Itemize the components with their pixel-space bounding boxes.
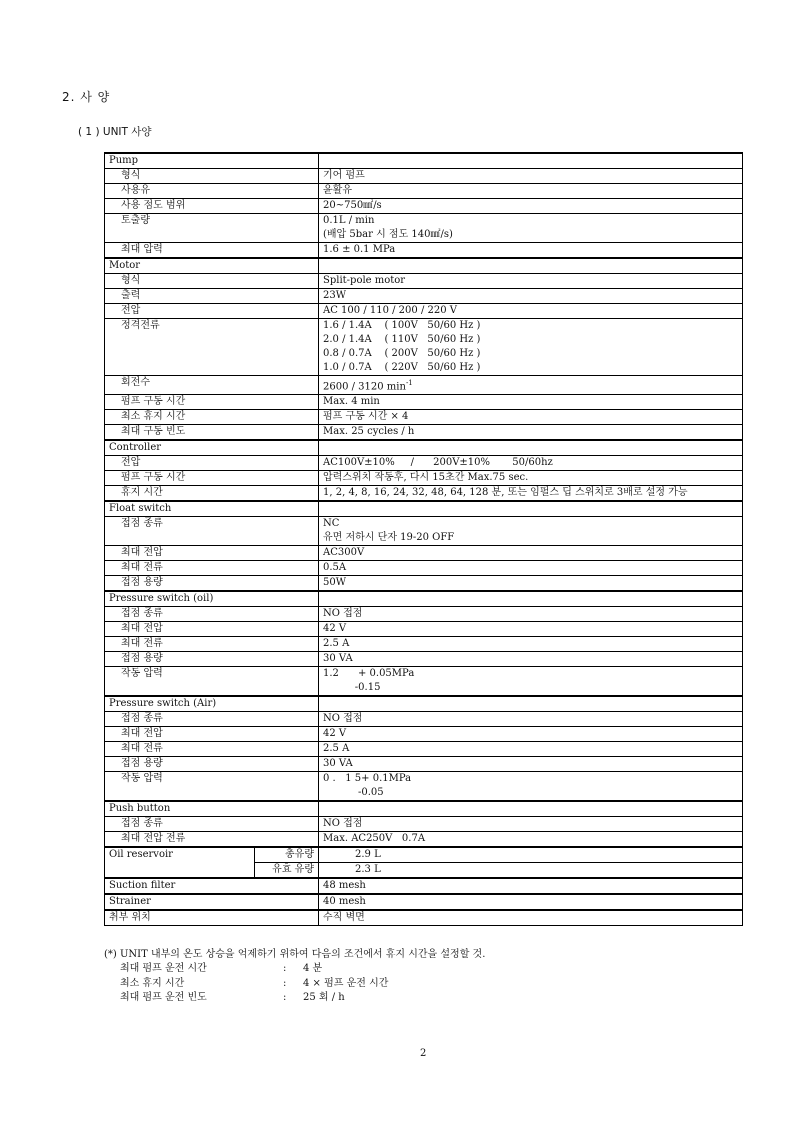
spec-label: 형식: [105, 169, 319, 184]
spec-value-text: 1.6 / 1.4A ( 100V 50/60 Hz ): [323, 320, 481, 331]
spec-value-text: 1.6 ± 0.1 MPa: [323, 244, 396, 255]
spec-row: [105, 486, 743, 502]
group-row: [105, 153, 743, 169]
spec-value-line: [323, 681, 738, 695]
reservoir-row: [105, 847, 743, 863]
group-value-empty: [319, 258, 743, 274]
spec-value-text: NC: [323, 518, 340, 530]
spec-value-line: [323, 832, 738, 846]
spec-label: 작동 압력: [105, 667, 319, 697]
spec-label: 최대 전압: [105, 727, 319, 742]
spec-value: [319, 376, 743, 395]
spec-value-line: [323, 712, 738, 726]
spec-row: [105, 712, 743, 727]
spec-label: 펌프 구동 시간: [105, 471, 319, 486]
group-label: Pump: [105, 153, 319, 169]
spec-value-text: 23W: [323, 290, 347, 301]
spec-value-text: 42 V: [323, 623, 347, 635]
spec-label: 최대 전압: [105, 546, 319, 561]
spec-value: 48 mesh: [319, 878, 743, 894]
spec-value-line: [323, 361, 738, 375]
spec-value: [319, 622, 743, 637]
spec-value: [319, 712, 743, 727]
spec-value-text: 30 VA: [323, 653, 353, 665]
spec-value: [319, 471, 743, 486]
spec-value-text: 1, 2, 4, 8, 16, 24, 32, 48, 64, 128 분, 또는 임펄스 딥 스위치로 3배로 설정 가능: [323, 487, 688, 499]
spec-label: 출력: [105, 289, 319, 304]
spec-value-line: [323, 561, 738, 575]
spec-label: 최대 전류: [105, 561, 319, 576]
group-row: [105, 696, 743, 712]
spec-value: [319, 742, 743, 757]
spec-value-text: 0.5A: [323, 562, 347, 574]
spec-row: [105, 894, 743, 910]
note-item-colon: :: [283, 963, 287, 974]
group-label: Motor: [105, 258, 319, 274]
group-label: Controller: [105, 440, 319, 456]
spec-row: [105, 817, 743, 832]
spec-value: [319, 319, 743, 376]
spec-row: [105, 289, 743, 304]
spec-value-line: [323, 304, 738, 318]
group-label: Push button: [105, 801, 319, 817]
spec-label: 접점 용량: [105, 576, 319, 592]
group-row: [105, 501, 743, 517]
spec-row: [105, 319, 743, 376]
spec-value-text: Max. AC250V 0.7A: [323, 833, 426, 845]
spec-value-text: 기어 펌프: [323, 170, 365, 181]
spec-value-text: 2.5 A: [323, 743, 350, 755]
spec-label: Strainer: [105, 894, 319, 910]
spec-row: [105, 561, 743, 576]
spec-value-text: -0.05: [323, 787, 384, 799]
spec-label: 접점 용량: [105, 757, 319, 772]
spec-value: [319, 576, 743, 592]
spec-value: [319, 289, 743, 304]
group-row: [105, 801, 743, 817]
group-value-empty: [319, 801, 743, 817]
spec-value-line: [323, 546, 738, 560]
spec-value: [319, 832, 743, 848]
spec-row: [105, 832, 743, 848]
note-item-value: 4 분: [303, 963, 323, 974]
spec-value: [319, 410, 743, 425]
spec-row: [105, 878, 743, 894]
page-number: 2: [420, 1048, 427, 1059]
reservoir-eff-value: 2.3 L: [319, 863, 743, 879]
spec-row: [105, 243, 743, 259]
spec-value: [319, 184, 743, 199]
spec-value-text: 50W: [323, 577, 347, 589]
spec-value-line: [323, 742, 738, 756]
spec-value-line: [323, 471, 738, 485]
spec-row: [105, 546, 743, 561]
spec-label: 전압: [105, 456, 319, 471]
spec-value-line: [323, 347, 738, 361]
spec-label: 사용 점도 범위: [105, 199, 319, 214]
spec-label: 전압: [105, 304, 319, 319]
spec-value-text: (배압 5bar 시 점도 140㎟/s): [323, 229, 453, 240]
spec-value-line: [323, 517, 738, 531]
spec-value-text: 0.8 / 0.7A ( 200V 50/60 Hz ): [323, 348, 481, 359]
spec-label: 최대 압력: [105, 243, 319, 259]
spec-value-line: [323, 817, 738, 831]
note-item-label: 최대 펌프 운전 빈도: [120, 992, 207, 1003]
spec-value: [319, 169, 743, 184]
spec-value-text: 0.1L / min: [323, 215, 375, 226]
note-item-value: 25 회 / h: [303, 992, 345, 1003]
spec-label: 형식: [105, 274, 319, 289]
spec-label: 회전수: [105, 376, 319, 395]
group-row: [105, 258, 743, 274]
group-row: [105, 591, 743, 607]
spec-label: 휴지 시간: [105, 486, 319, 502]
spec-row: [105, 304, 743, 319]
spec-value-line: [323, 395, 738, 409]
spec-label: 최대 전압 전류: [105, 832, 319, 848]
spec-row: [105, 757, 743, 772]
group-value-empty: [319, 440, 743, 456]
note-item-label: 최대 펌프 운전 시간: [120, 963, 207, 974]
spec-value: [319, 772, 743, 802]
spec-value-text: 42 V: [323, 728, 347, 740]
spec-row: [105, 410, 743, 425]
section-title: 2. 사 양: [62, 90, 111, 104]
note-item-colon: :: [283, 977, 287, 989]
spec-value-text: NO 접점: [323, 608, 363, 620]
spec-label: 최대 전압: [105, 622, 319, 637]
spec-value-line: [323, 727, 738, 741]
spec-value: [319, 486, 743, 502]
spec-row: [105, 637, 743, 652]
spec-label: 최소 휴지 시간: [105, 410, 319, 425]
group-label: Pressure switch (oil): [105, 591, 319, 607]
spec-value-line: [323, 456, 738, 470]
spec-label: 접점 종류: [105, 607, 319, 622]
spec-row: [105, 169, 743, 184]
spec-value-line: [323, 214, 738, 228]
spec-value-text: NO 접점: [323, 818, 363, 830]
spec-row: [105, 667, 743, 697]
group-row: [105, 440, 743, 456]
spec-value-line: [323, 199, 738, 213]
spec-row: [105, 576, 743, 592]
spec-value: [319, 214, 743, 243]
spec-row: [105, 742, 743, 757]
spec-value: [319, 667, 743, 697]
spec-value-text: 1.0 / 0.7A ( 220V 50/60 Hz ): [323, 362, 481, 373]
subsection-title: ( 1 ) UNIT 사양: [78, 126, 152, 138]
spec-value: [319, 199, 743, 214]
spec-label: 토출량: [105, 214, 319, 243]
spec-row: [105, 517, 743, 546]
spec-value-line: [323, 410, 738, 424]
spec-value: 40 mesh: [319, 894, 743, 910]
spec-value-line: [323, 333, 738, 347]
group-value-empty: [319, 696, 743, 712]
spec-value-line: [323, 772, 738, 786]
note-item-colon: :: [283, 992, 287, 1003]
spec-value: [319, 243, 743, 259]
note-item-value: 4 × 펌프 운전 시간: [303, 977, 389, 989]
spec-row: [105, 772, 743, 802]
spec-value-line: [323, 637, 738, 651]
spec-label: 최대 구동 빈도: [105, 425, 319, 441]
spec-value-line: [323, 319, 738, 333]
spec-value-line: [323, 289, 738, 303]
spec-value-text: 2600 / 3120 min: [323, 381, 406, 393]
spec-value-line: [323, 757, 738, 771]
spec-value-text: 30 VA: [323, 758, 353, 770]
spec-value: [319, 395, 743, 410]
spec-value: [319, 637, 743, 652]
spec-value-text: -0.15: [323, 682, 381, 694]
spec-value: [319, 546, 743, 561]
spec-row: [105, 214, 743, 243]
spec-value-line: [323, 243, 738, 257]
spec-label: 정격전류: [105, 319, 319, 376]
note-item-label: 최소 휴지 시간: [120, 977, 185, 989]
spec-value-text: 윤활유: [323, 185, 352, 196]
spec-value-line: [323, 576, 738, 590]
group-label: Float switch: [105, 501, 319, 517]
spec-row: [105, 607, 743, 622]
spec-row: [105, 425, 743, 441]
spec-label: 최대 전류: [105, 637, 319, 652]
spec-value-line: [323, 622, 738, 636]
group-value-empty: [319, 501, 743, 517]
spec-value-line: [323, 274, 738, 288]
spec-value: [319, 425, 743, 441]
spec-value-text: Max. 4 min: [323, 396, 380, 408]
spec-value-line: [323, 486, 738, 500]
spec-label: 취부 위치: [105, 910, 319, 926]
spec-value-text: 20~750㎟/s: [323, 200, 382, 211]
spec-row: [105, 184, 743, 199]
spec-value-line: [323, 425, 738, 439]
spec-value-line: [323, 652, 738, 666]
spec-row: [105, 910, 743, 926]
spec-value: 수직 벽면: [319, 910, 743, 926]
spec-label: 접점 종류: [105, 817, 319, 832]
spec-row: [105, 456, 743, 471]
group-value-empty: [319, 591, 743, 607]
spec-label: 펌프 구동 시간: [105, 395, 319, 410]
spec-value-text: 0 . 1 5+ 0.1MPa: [323, 773, 412, 785]
spec-value-text: 유면 저하시 단자 19-20 OFF: [323, 532, 455, 544]
spec-value-text: 1.2 + 0.05MPa: [323, 668, 415, 680]
reservoir-total-label: 총유량: [255, 847, 319, 863]
spec-value-line: [323, 376, 738, 394]
spec-value: [319, 607, 743, 622]
spec-value-line: [323, 184, 738, 198]
group-label: Pressure switch (Air): [105, 696, 319, 712]
reservoir-label: Oil reservoir: [105, 847, 255, 878]
spec-value-line: [323, 667, 738, 681]
spec-value-line: [323, 607, 738, 621]
spec-value: [319, 817, 743, 832]
unit-spec-table: [104, 152, 743, 926]
spec-value: [319, 757, 743, 772]
spec-value-text: Split-pole motor: [323, 275, 406, 286]
spec-row: [105, 274, 743, 289]
spec-label: 작동 압력: [105, 772, 319, 802]
spec-label: 접점 용량: [105, 652, 319, 667]
group-value-empty: [319, 153, 743, 169]
spec-value-text: AC100V±10% / 200V±10% 50/60hz: [323, 457, 553, 469]
spec-value: [319, 517, 743, 546]
spec-value-text: Max. 25 cycles / h: [323, 426, 415, 438]
spec-value: [319, 652, 743, 667]
spec-value: [319, 456, 743, 471]
spec-value-text: NO 접점: [323, 713, 363, 725]
spec-row: [105, 652, 743, 667]
spec-value-text: 펌프 구동 시간 × 4: [323, 411, 409, 423]
spec-value-text: AC 100 / 110 / 200 / 220 V: [323, 305, 457, 316]
spec-value: [319, 274, 743, 289]
spec-label: 사용유: [105, 184, 319, 199]
spec-value: [319, 304, 743, 319]
spec-value-text: 압력스위치 작동후, 다시 15초간 Max.75 sec.: [323, 472, 529, 484]
spec-label: 최대 전류: [105, 742, 319, 757]
spec-row: [105, 376, 743, 395]
spec-row: [105, 727, 743, 742]
spec-value-text: AC300V: [323, 547, 365, 559]
spec-label: 접점 종류: [105, 517, 319, 546]
spec-row: [105, 395, 743, 410]
spec-value-line: [323, 786, 738, 800]
spec-row: [105, 471, 743, 486]
spec-label: Suction filter: [105, 878, 319, 894]
spec-value-sup: -1: [405, 379, 413, 387]
spec-value: [319, 561, 743, 576]
reservoir-total-value: 2.9 L: [319, 847, 743, 863]
spec-value-text: 2.0 / 1.4A ( 110V 50/60 Hz ): [323, 334, 481, 345]
spec-value-line: [323, 531, 738, 545]
note-intro: (*) UNIT 내부의 온도 상승을 억제하기 위하여 다음의 조건에서 휴지 시간을 설정할 것.: [104, 949, 486, 960]
spec-value-line: [323, 169, 738, 183]
spec-row: [105, 199, 743, 214]
spec-value: [319, 727, 743, 742]
reservoir-eff-label: 유효 유량: [255, 863, 319, 879]
spec-row: [105, 622, 743, 637]
spec-value-text: 2.5 A: [323, 638, 350, 650]
spec-label: 접점 종류: [105, 712, 319, 727]
spec-value-line: [323, 228, 738, 242]
